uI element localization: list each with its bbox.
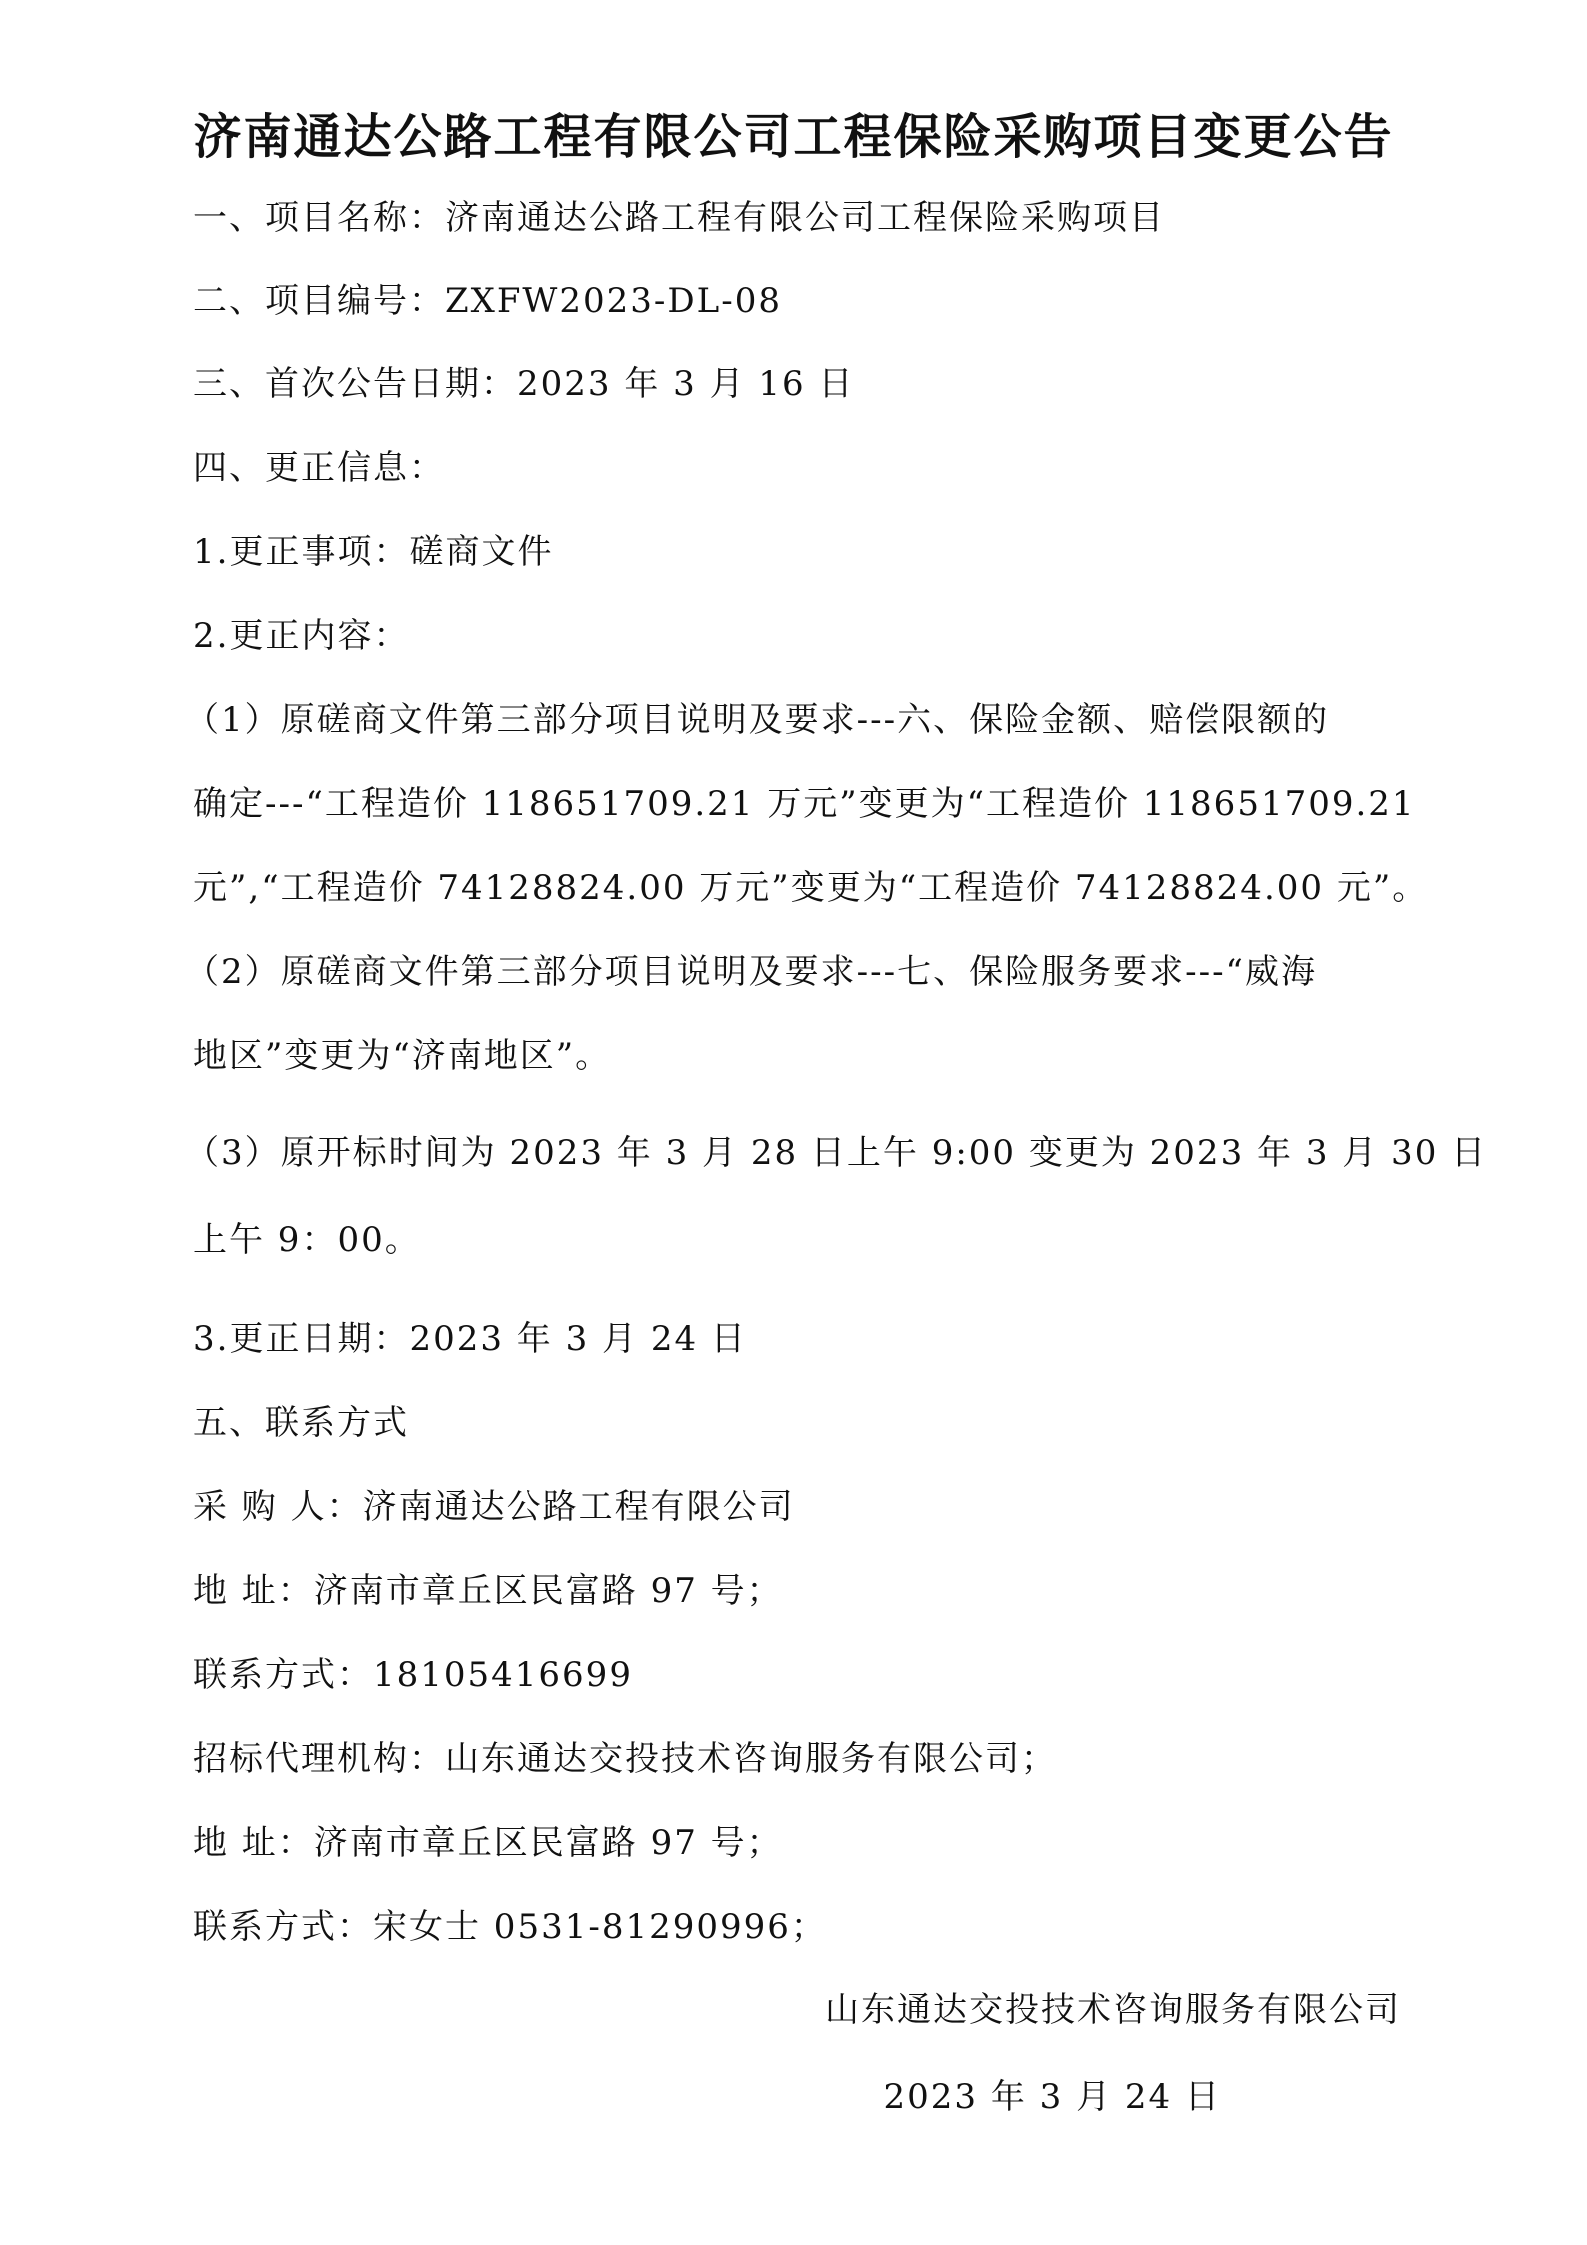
agency-line: 招标代理机构：山东通达交投技术咨询服务有限公司；: [193, 1739, 1057, 1779]
agency-address-line: 地 址：济南市章丘区民富路 97 号；: [193, 1823, 783, 1863]
purchaser-contact-line: 联系方式：18105416699: [193, 1655, 633, 1695]
correction-1-line-2: 确定---“工程造价 118651709.21 万元”变更为“工程造价 118651709.21: [193, 784, 1416, 824]
agency-contact-line: 联系方式：宋女士 0531-81290996；: [193, 1907, 827, 1947]
project-name-line: 一、项目名称：济南通达公路工程有限公司工程保险采购项目: [193, 198, 1165, 238]
page-title: 济南通达公路工程有限公司工程保险采购项目变更公告: [193, 109, 1394, 165]
first-announcement-date-line: 三、首次公告日期：2023 年 3 月 16 日: [193, 364, 855, 404]
correction-2-line-1: （2）原磋商文件第三部分项目说明及要求---七、保险服务要求---“威海: [185, 952, 1317, 992]
correction-1-line-3: 元”,“工程造价 74128824.00 万元”变更为“工程造价 74128824.00 元”。: [193, 868, 1429, 908]
project-number-line: 二、项目编号：ZXFW2023-DL-08: [193, 281, 782, 321]
purchaser-line: 采 购 人：济南通达公路工程有限公司: [193, 1487, 795, 1527]
correction-2-line-2: 地区”变更为“济南地区”。: [193, 1036, 612, 1076]
correction-item-line: 1.更正事项：磋商文件: [193, 532, 554, 572]
signature-date: 2023 年 3 月 24 日: [883, 2077, 1221, 2117]
purchaser-address-line: 地 址：济南市章丘区民富路 97 号；: [193, 1571, 783, 1611]
correction-1-line-1: （1）原磋商文件第三部分项目说明及要求---六、保险金额、赔偿限额的: [185, 700, 1330, 740]
correction-info-heading: 四、更正信息：: [193, 448, 445, 488]
correction-3-line-2: 上午 9：00。: [193, 1220, 421, 1260]
signature-organization: 山东通达交投技术咨询服务有限公司: [825, 1990, 1401, 2030]
contact-heading: 五、联系方式: [193, 1403, 409, 1443]
correction-content-heading: 2.更正内容：: [193, 616, 410, 656]
correction-date-line: 3.更正日期：2023 年 3 月 24 日: [193, 1319, 747, 1359]
correction-3-line-1: （3）原开标时间为 2023 年 3 月 28 日上午 9:00 变更为 2023 年 3 月 30 日: [185, 1133, 1488, 1173]
